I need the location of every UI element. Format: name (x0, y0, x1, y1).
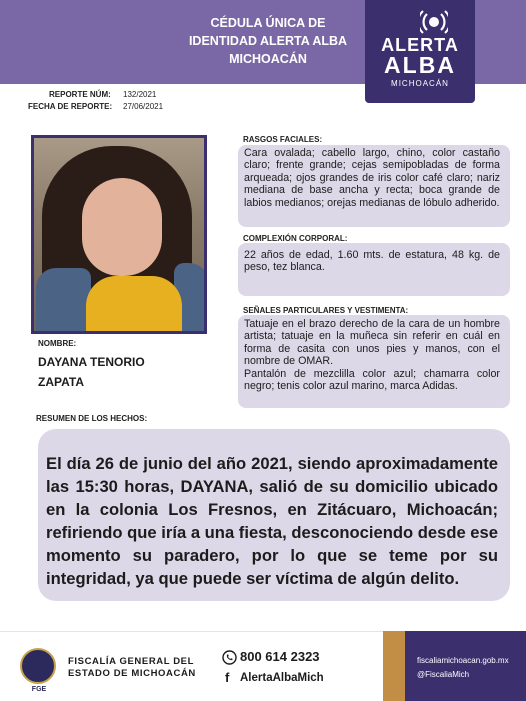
fge-seal-label: FGE (31, 686, 47, 693)
website-link[interactable]: fiscaliamichoacan.gob.mx (417, 656, 509, 665)
person-name-line-2: ZAPATA (38, 375, 84, 389)
person-name-line-1: DAYANA TENORIO (38, 355, 145, 369)
body-build-label: COMPLEXIÓN CORPORAL: (243, 234, 348, 243)
marks-clothing-label: SEÑALES PARTICULARES Y VESTIMENTA: (243, 306, 409, 315)
person-photo-frame (31, 135, 207, 334)
alarm-signal-icon (420, 8, 448, 36)
fge-seal-icon (20, 648, 56, 684)
phone-number[interactable]: 800 614 2323 (240, 649, 320, 664)
fge-name-line-2: ESTADO DE MICHOACÁN (68, 668, 196, 679)
marks-clothing-text (244, 318, 500, 392)
facebook-icon: f (225, 670, 230, 685)
summary-label: RESUMEN DE LOS HECHOS: (36, 414, 148, 423)
clothing-text: Pantalón de mezclilla color azul; chamarra color negro; tenis color azul marino, marca Adidas. (244, 367, 500, 393)
header-title-line-1: CÉDULA ÚNICA DE (210, 16, 326, 30)
report-date-value: 27/06/2021 (123, 102, 164, 111)
logo-word-alba: ALBA (384, 52, 456, 78)
footer-gold-stripe (383, 631, 405, 701)
summary-text: El día 26 de junio del año 2021, siendo aproximadamente las 15:30 horas, DAYANA, salió de su domicilio ubicado en la colonia Los Fresnos, en Zitácuaro, Michoacán; refiriendo que iría a una fiesta, desconociendo desde ese momento su paradero, por lo que se teme por su integridad, ya que puede ser víctima de algún delito. (46, 454, 498, 588)
marks-text: Tatuaje en el brazo derecho de la cara de un hombre artista; tatuaje en la muñeca sin referir en cuál en forma de casita con unos pies y manos, con el nombre de OMAR. (244, 318, 500, 368)
person-name (38, 352, 198, 392)
body-build-text: 22 años de edad, 1.60 mts. de estatura, 48 kg. de peso, tez blanca. (244, 249, 500, 274)
facial-features-text: Cara ovalada; cabello largo, chino, color castaño claro; frente grande; cejas semipobladas de forma arqueada; ojos grandes de iris color café claro; nariz mediana de base ancha y recta; boca grande de labios medianos; orejas medianas de lóbulo adherido. (244, 147, 500, 209)
name-label: NOMBRE: (38, 339, 77, 348)
header-title-line-3: MICHOACÁN (229, 52, 307, 66)
twitter-handle[interactable]: @FiscaliaMich (417, 670, 470, 679)
footer-dark-panel (405, 631, 526, 701)
logo-word-alerta: ALERTA (381, 35, 459, 55)
phone-icon (222, 650, 237, 665)
facial-features-label: RASGOS FACIALES: (243, 135, 323, 144)
fge-name-line-1: FISCALÍA GENERAL DEL (68, 656, 195, 667)
header-title (188, 14, 348, 68)
report-number-value: 132/2021 (123, 90, 157, 99)
report-date-label: FECHA DE REPORTE: (28, 102, 113, 111)
person-photo (34, 138, 204, 331)
report-number-label: REPORTE NÚM: (49, 90, 111, 99)
header-title-line-2: IDENTIDAD ALERTA ALBA (188, 34, 348, 48)
logo-subtitle: MICHOACÁN (391, 79, 449, 88)
facebook-handle[interactable]: AlertaAlbaMich (240, 672, 324, 684)
